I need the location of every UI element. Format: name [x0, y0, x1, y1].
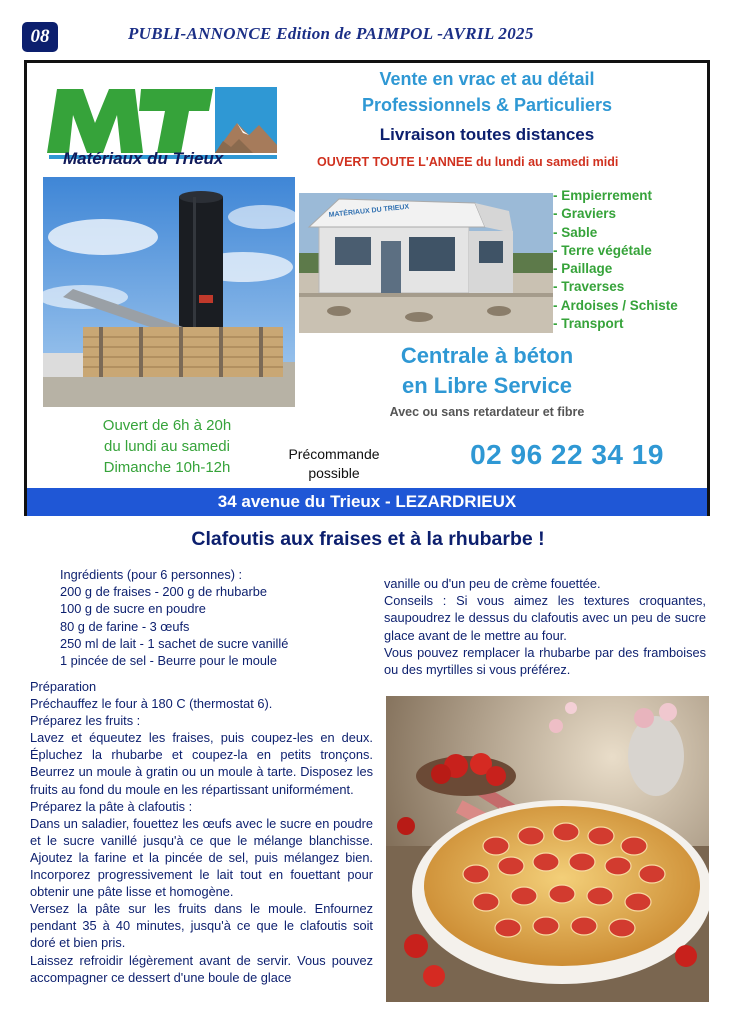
preparation-heading: Préparation: [30, 679, 97, 694]
shop-building-photo: [299, 193, 553, 333]
clafoutis-photo: [386, 696, 709, 1002]
hours-line: Dimanche 10h-12h: [103, 459, 231, 476]
product-item: - Empierrement: [553, 188, 653, 203]
recipe-continuation: [384, 575, 706, 678]
product-item: - Traverses: [553, 279, 625, 295]
ingredient-line: 100 g de sucre en poudre: [60, 601, 206, 617]
preparation-step: Dans un saladier, fouettez les œufs avec le sucre en poudre et le sucre vanillé jusqu'à ce que le mélange blanchisse. Ajoutez la farine et la pincée de sel, puis mélangez bien. Incorporez progressivement le lait tout en fouettant pour obtenir une pâte lisse et homogène.: [30, 815, 373, 900]
central-heading-line2: en Libre Service: [402, 373, 572, 398]
opening-hours: [67, 415, 267, 478]
logo-text: MT: [163, 148, 165, 149]
tagline-bulk-retail: Vente en vrac et au détail: [379, 69, 595, 89]
central-subtitle: Avec ou sans retardateur et fibre: [389, 405, 585, 419]
product-item: - Paillage: [553, 261, 613, 277]
central-heading-line1: Centrale à béton: [400, 343, 574, 368]
company-name: Matériaux du Trieux: [63, 149, 224, 168]
product-item: - Sable: [553, 224, 598, 240]
preparation-step: Préchauffez le four à 180 C (thermostat 6).: [30, 696, 273, 712]
preparation-subheading: Préparez les fruits :: [30, 713, 141, 729]
preparation-subheading: Préparez la pâte à clafoutis :: [30, 798, 193, 814]
preorder-line: possible: [308, 465, 360, 481]
advertisement-box: [24, 60, 710, 516]
page-number-badge: 08: [22, 22, 58, 52]
tips-paragraph: Vous pouvez remplacer la rhubarbe par des framboises ou des myrtilles si vous préférez.: [384, 644, 706, 678]
hours-line: Ouvert de 6h à 20h: [102, 417, 232, 434]
preparation-step: Versez la pâte sur les fruits dans le moule. Enfournez pendant 35 à 40 minutes, jusqu'à ce que le clafoutis soit doré et bien pris.: [30, 901, 373, 951]
tips-paragraph: Conseils : Si vous aimez les textures croquantes, saupoudrez le dessus du clafoutis avec un peu de sucre glace avant de le mettre au four.: [384, 593, 706, 643]
ingredient-line: 1 pincée de sel - Beurre pour le moule: [60, 653, 277, 669]
preorder-note: [279, 445, 389, 483]
address-bar: 34 avenue du Trieux - LEZARDRIEUX: [27, 488, 707, 516]
page-header-title: PUBLI-ANNONCE Edition de PAIMPOL -AVRIL 2025: [128, 24, 534, 43]
product-item: - Graviers: [553, 206, 617, 222]
ingredient-line: 250 ml de lait - 1 sachet de sucre vanillé: [60, 635, 289, 651]
product-list: [553, 187, 703, 333]
hours-line: du lundi au samedi: [104, 438, 230, 455]
product-item: - Terre végétale: [553, 242, 652, 258]
preparation-text: [30, 678, 373, 986]
concrete-plant-photo: [43, 177, 295, 407]
opening-notice: OUVERT TOUTE L'ANNEE du lundi au samedi midi: [317, 155, 619, 169]
preorder-line: Précommande: [288, 446, 380, 462]
preparation-step: Lavez et équeutez les fraises, puis coupez-les en deux. Épluchez la rhubarbe et coupez-la en petits tronçons. Beurrez un moule à gratin ou un moule à tarte. Disposez les fruits au fond du moule en les répartissant uniformément.: [30, 730, 373, 797]
ingredient-line: Ingrédients (pour 6 personnes) :: [60, 567, 243, 582]
tagline-customers: Professionnels & Particuliers: [361, 95, 613, 115]
shop-sign-text: MATÉRIAUX DU TRIEUX: [328, 203, 410, 219]
continuation-paragraph: vanille ou d'un peu de crème fouettée.: [384, 576, 601, 591]
ingredient-line: 200 g de fraises - 200 g de rhubarbe: [60, 584, 268, 600]
recipe-title: Clafoutis aux fraises et à la rhubarbe !: [191, 528, 545, 550]
ingredients-list: [60, 566, 360, 669]
product-item: - Transport: [553, 316, 624, 332]
phone-number[interactable]: 02 96 22 34 19: [470, 439, 664, 470]
product-item: - Ardoises / Schiste: [553, 297, 678, 313]
ingredient-line: 80 g de farine - 3 œufs: [60, 618, 190, 634]
tagline-delivery: Livraison toutes distances: [379, 125, 595, 144]
preparation-step: Laissez refroidir légèrement avant de servir. Vous pouvez accompagner ce dessert d'une boule de glace: [30, 952, 373, 985]
